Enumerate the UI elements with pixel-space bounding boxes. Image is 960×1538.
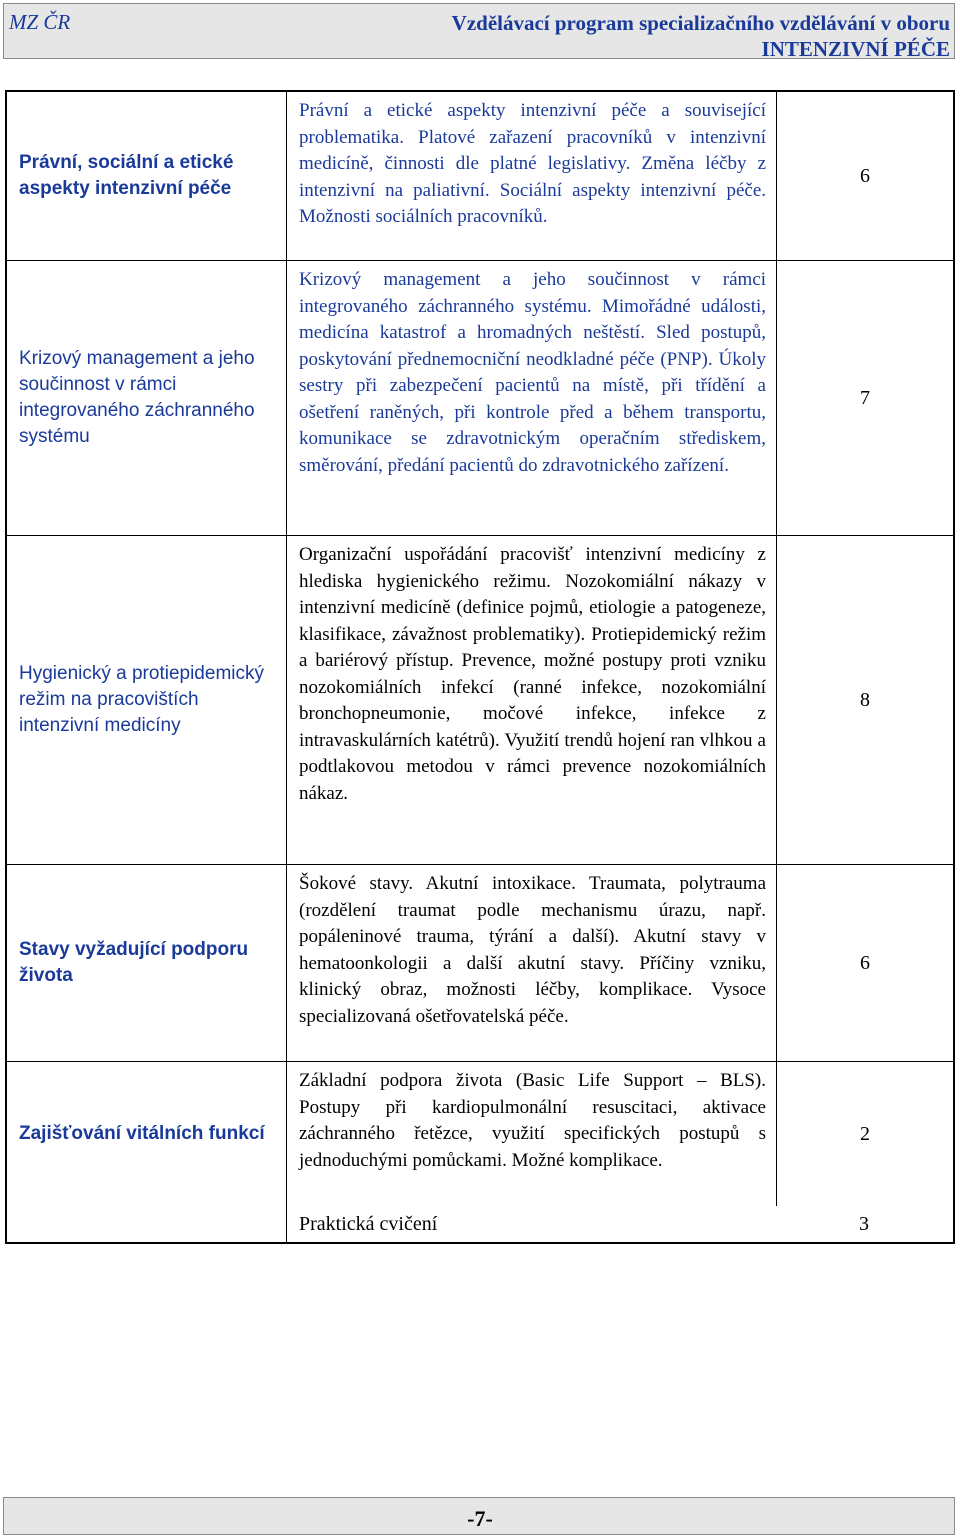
header-program-line2: INTENZIVNÍ PÉČE [761,37,950,61]
hours-cell: 7 [860,386,870,409]
document-header [3,3,955,59]
topic-cell: Stavy vyžadující podporu života [7,865,287,1061]
practical-label: Praktická cvičení [299,1212,438,1235]
table-row [7,864,953,1061]
header-ministry: MZ ČR [9,10,71,34]
header-program-title [452,10,950,62]
practical-cell [287,1206,953,1242]
hours-cell: 2 [860,1122,870,1145]
description-cell: Organizační uspořádání pracovišť intenzivní medicíny z hlediska hygienického režimu. Nozokomiální nákazy v intenzivní medicíně (definice pojmů, etiologie a patogeneze, klasifikace, závažnost problematiky). Protiepidemický režim a bariérový přístup. Prevence, možné postupy proti vzniku nozokomiálních infekcí (ranné infekce, nozokomiální bronchopneumonie, močové infekce, infekce z intravaskulárních katétrů). Využití trendů hojení ran vlhkou a podtlakovou metodou v rámci prevence nozokomiálních nákaz. [287,536,777,864]
topic-cell-empty [7,1206,287,1242]
hours-cell: 8 [860,688,870,711]
hours-cell: 6 [860,951,870,974]
topic-cell: Hygienický a protiepidemický režim na pracovištích intenzivní medicíny [7,536,287,864]
topic-cell: Zajišťování vitálních funkcí [7,1062,287,1206]
description-cell: Krizový management a jeho součinnost v rámci integrovaného záchranného systému. Mimořádné události, medicína katastrof a hromadných neštěstí. Sled postupů, poskytování přednemocniční neodkladné péče (PNP). Úkoly sestry při zabezpečení pacientů na místě, při třídění a ošetření raněných, při kontrole před a během transportu, komunikace se zdravotnickým operačním střediskem, směrování, předání pacientů do zdravotnického zařízení. [287,261,777,535]
description-cell: Šokové stavy. Akutní intoxikace. Traumata, polytrauma (rozdělení traumat podle mechanismu úrazu, např. popáleninové trauma, týrání a další). Akutní stavy v hematoonkologii a další akutní stavy. Příčiny vzniku, klinický obraz, možnosti léčby, komplikace. Vysoce specializovaná ošetřovatelská péče. [287,865,777,1061]
table-row [7,260,953,535]
description-cell: Základní podpora života (Basic Life Support – BLS). Postupy při kardiopulmonální resuscitaci, aktivace záchranného řetězce, využití specifických postupů s jednoduchými pomůckami. Možné komplikace. [287,1062,777,1206]
topic-cell: Krizový management a jeho součinnost v rámci integrovaného záchranného systému [7,261,287,535]
hours-cell: 6 [860,164,870,187]
curriculum-table [5,90,955,1244]
description-cell: Právní a etické aspekty intenzivní péče a související problematika. Platové zařazení pracovníků v intenzivní medicíně, činnosti dle platné legislativy. Změna léčby z intenzivní na paliativní. Sociální aspekty intenzivní péče. Možnosti sociálních pracovníků. [287,92,777,260]
table-row-practical [7,1206,953,1242]
header-program-line1: Vzdělávací program specializačního vzdělávání v oboru [451,11,950,35]
topic-cell: Právní, sociální a etické aspekty intenzivní péče [7,92,287,260]
table-row [7,92,953,260]
practical-hours: 3 [859,1212,869,1235]
table-row [7,1061,953,1206]
page-number: -7- [467,1506,493,1531]
table-row [7,535,953,864]
